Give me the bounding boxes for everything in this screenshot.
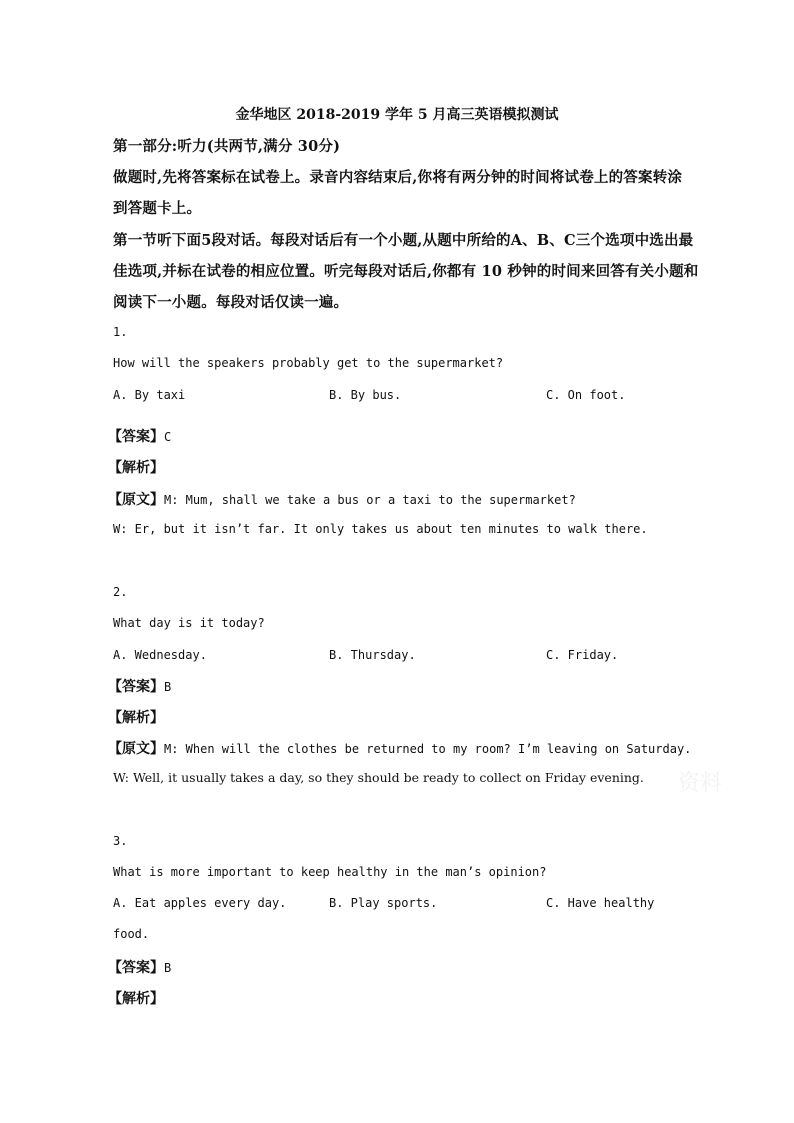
question-text: How will the speakers probably get to the supermarket?	[113, 356, 504, 370]
analysis-label: 【解析】	[108, 460, 164, 476]
option-c: C. Friday.	[546, 648, 619, 662]
answer-value: C	[164, 430, 172, 444]
section1-line-3: 阅读下一小题。每段对话仅读一遍。	[113, 294, 349, 311]
transcript-text: M: Mum, shall we take a bus or a taxi to the supermarket?	[164, 493, 576, 507]
transcript-line	[108, 489, 576, 509]
question-text: What is more important to keep healthy in the man’s opinion?	[113, 865, 547, 879]
answer-value: B	[164, 680, 172, 694]
question-number: 1.	[113, 325, 128, 339]
answer-value: B	[164, 961, 172, 975]
part1-heading: 第一部分:听力(共两节,满分 30分)	[113, 138, 341, 155]
option-b: B. Thursday.	[329, 648, 416, 662]
analysis-label: 【解析】	[108, 991, 164, 1007]
transcript-line: W: Well, it usually takes a day, so they should be ready to collect on Friday evening.	[113, 770, 644, 785]
section1-line-2: 佳选项,并标在试卷的相应位置。听完每段对话后,你都有 10 秒钟的时间来回答有关小题和	[113, 263, 699, 280]
option-a: A. By taxi	[113, 388, 186, 402]
watermark: 资料	[678, 771, 723, 796]
original-label: 【原文】	[108, 492, 164, 508]
option-b: B. Play sports.	[329, 896, 438, 910]
answer-label: 【答案】	[108, 960, 164, 976]
analysis-label: 【解析】	[108, 710, 164, 726]
answer-row	[108, 426, 171, 446]
answer-label: 【答案】	[108, 429, 164, 445]
answer-label: 【答案】	[108, 679, 164, 695]
original-label: 【原文】	[108, 741, 164, 757]
page-title: 金华地区 2018-2019 学年 5 月高三英语模拟测试	[235, 107, 559, 123]
answer-row	[108, 676, 171, 696]
transcript-text: M: When will the clothes be returned to my room? I’m leaving on Saturday.	[164, 742, 692, 756]
option-b: B. By bus.	[329, 388, 402, 402]
transcript-line: W: Er, but it isn’t far. It only takes us about ten minutes to walk there.	[113, 522, 648, 536]
option-c: C. On foot.	[546, 388, 626, 402]
section1-line-1: 第一节听下面5段对话。每段对话后有一个小题,从题中所给的A、B、C三个选项中选出最	[113, 232, 694, 249]
option-a: A. Eat apples every day.	[113, 896, 287, 910]
option-c: C. Have healthy	[546, 896, 655, 910]
intro-line-1: 做题时,先将答案标在试卷上。录音内容结束后,你将有两分钟的时间将试卷上的答案转涂	[113, 169, 683, 186]
option-c-continuation: food.	[113, 927, 150, 941]
transcript-line	[108, 738, 691, 758]
option-a: A. Wednesday.	[113, 648, 207, 662]
intro-line-2: 到答题卡上。	[113, 200, 202, 217]
question-text: What day is it today?	[113, 616, 265, 630]
question-number: 2.	[113, 585, 128, 599]
answer-row	[108, 957, 171, 977]
question-number: 3.	[113, 834, 128, 848]
